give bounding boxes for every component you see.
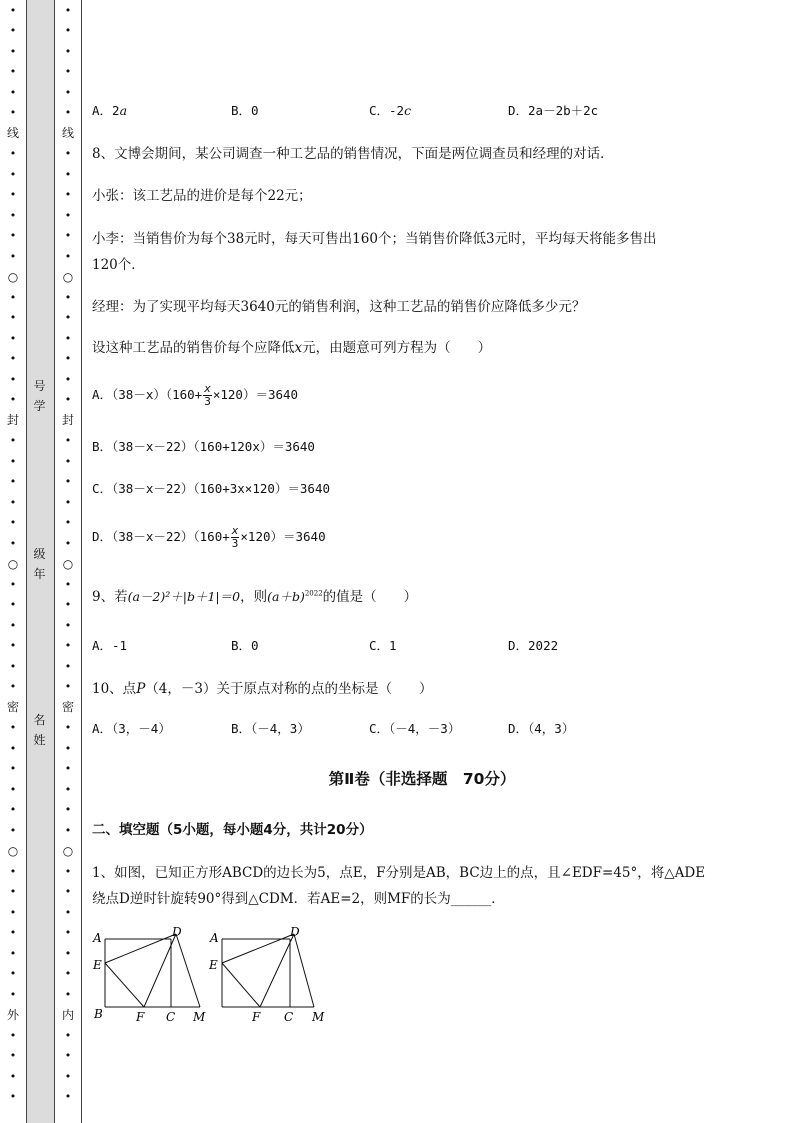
binding-dot: •: [9, 85, 17, 99]
part2-title: 第Ⅱ卷（非选择题 70分）: [328, 770, 516, 788]
q7-option-a[interactable]: A．2a: [92, 103, 128, 118]
binding-dot: •: [9, 926, 17, 940]
q7-options: [92, 101, 712, 121]
binding-dot: •: [64, 24, 72, 38]
binding-mark: 线: [61, 126, 74, 141]
binding-dot: •: [9, 208, 17, 222]
q9-stem: 9、若(a－2)²＋|b＋1|＝0，则$(a+b)^{2022}$的值是（ ）: [92, 589, 418, 605]
q8-manager: 经理：为了实现平均每天3640元的销售利润，这种工艺品的销售价应降低多少元？: [92, 299, 586, 315]
binding-dot: •: [9, 782, 17, 796]
label-student-number: 号 学: [33, 379, 46, 413]
label-grade: 级 年: [33, 547, 46, 581]
q8-stem: 8、文博会期间，某公司调查一种工艺品的销售情况，下面是两位调查员和经理的对话．: [92, 146, 614, 162]
q10-option-b[interactable]: B．（－4，3）: [231, 721, 310, 736]
binding-dot: •: [9, 147, 17, 161]
binding-dot: •: [64, 1049, 72, 1063]
binding-mark: 密: [6, 700, 19, 715]
binding-dot: •: [9, 475, 17, 489]
binding-dot: •: [64, 106, 72, 120]
binding-dot: •: [9, 639, 17, 653]
binding-dot: •: [64, 536, 72, 550]
q8-option-c[interactable]: C．（38－x－22）（160+3x×120）＝3640: [92, 481, 331, 496]
q10-option-c[interactable]: C．（－4，－3）: [369, 721, 461, 736]
label-a-right: A: [210, 931, 219, 945]
binding-dot: •: [64, 680, 72, 694]
binding-dot: •: [64, 331, 72, 345]
q10-option-d[interactable]: D．（4，3）: [508, 721, 575, 736]
binding-dot: •: [9, 721, 17, 735]
label-c-left: C: [166, 1010, 176, 1024]
binding-dot: •: [9, 352, 17, 366]
binding-dot: •: [9, 1049, 17, 1063]
binding-dot: •: [9, 311, 17, 325]
figure-left: [105, 934, 200, 1007]
binding-dot: •: [64, 188, 72, 202]
binding-inner-column: [55, 0, 82, 1123]
binding-dot: •: [64, 823, 72, 837]
binding-dot: •: [9, 741, 17, 755]
binding-dot: •: [64, 454, 72, 468]
binding-dot: •: [64, 639, 72, 653]
binding-dot: •: [9, 454, 17, 468]
binding-dot: •: [64, 1028, 72, 1042]
binding-dot: •: [64, 598, 72, 612]
binding-mark: 线: [6, 126, 19, 141]
binding-dot: •: [9, 331, 17, 345]
binding-dot: •: [9, 290, 17, 304]
label-b-left: B: [94, 1007, 103, 1021]
binding-dot: •: [64, 249, 72, 263]
binding-dot: •: [64, 618, 72, 632]
q9-options: [92, 636, 712, 656]
outer-dot-column: [0, 0, 26, 1123]
binding-dot: •: [64, 967, 72, 981]
binding-dot: •: [64, 741, 72, 755]
binding-dot: •: [64, 905, 72, 919]
q9-option-a[interactable]: A．-1: [92, 638, 128, 653]
label-a-left: A: [93, 931, 102, 945]
binding-dot: •: [9, 987, 17, 1001]
binding-dot: •: [9, 393, 17, 407]
binding-dot: •: [9, 1090, 17, 1104]
binding-mark: 外: [6, 1007, 19, 1022]
binding-dot: •: [64, 864, 72, 878]
binding-dot: •: [64, 987, 72, 1001]
binding-dot: •: [9, 864, 17, 878]
binding-dot: •: [64, 44, 72, 58]
binding-dot: •: [9, 3, 17, 17]
q9-option-c[interactable]: C．1: [369, 638, 397, 653]
binding-dot: •: [9, 823, 17, 837]
binding-dot: •: [64, 495, 72, 509]
binding-mark: 封: [6, 413, 19, 428]
q10-option-a[interactable]: A．（3，－4）: [92, 721, 171, 736]
label-name: 名 姓: [33, 713, 46, 747]
binding-outer-column: [0, 0, 26, 1123]
binding-dot: •: [64, 885, 72, 899]
binding-dot: •: [9, 946, 17, 960]
q8-option-b[interactable]: B．（38－x－22）（160+120x）＝3640: [92, 439, 315, 454]
binding-dot: •: [9, 495, 17, 509]
geometry-figures: [92, 926, 332, 1026]
binding-mark: ○: [62, 843, 74, 858]
q8-zhang: 小张：该工艺品的进价是每个22元；: [92, 188, 312, 204]
binding-dot: •: [9, 229, 17, 243]
label-d-left: D: [172, 926, 182, 939]
binding-dot: •: [64, 393, 72, 407]
binding-dot: •: [9, 188, 17, 202]
binding-dot: •: [9, 803, 17, 817]
binding-dot: •: [9, 24, 17, 38]
label-c-right: C: [284, 1010, 294, 1024]
binding-dot: •: [9, 680, 17, 694]
binding-dot: •: [64, 803, 72, 817]
binding-dot: •: [9, 762, 17, 776]
q8-option-a[interactable]: A．（38－x）（160+ $\frac{x}{3}$ ×120）＝3640: [92, 382, 299, 408]
binding-mark: ○: [62, 269, 74, 284]
binding-mark: 密: [61, 700, 74, 715]
binding-mark: ○: [7, 843, 19, 858]
binding-dot: •: [64, 516, 72, 530]
label-f-left: F: [136, 1010, 145, 1024]
q9-option-d[interactable]: D．2022: [508, 638, 559, 653]
binding-dot: •: [9, 885, 17, 899]
q8-li-line2: 120个．: [92, 257, 145, 273]
binding-dot: •: [64, 946, 72, 960]
binding-dot: •: [64, 1069, 72, 1083]
q7-option-b[interactable]: B．0: [231, 103, 259, 118]
inner-dot-column: [55, 0, 81, 1123]
binding-dot: •: [64, 229, 72, 243]
q10-options: [92, 719, 712, 739]
binding-dot: •: [9, 1069, 17, 1083]
binding-dot: •: [64, 3, 72, 17]
binding-dot: •: [64, 475, 72, 489]
label-e-right: E: [209, 958, 218, 972]
q10-stem: 10、点P（4，－3）关于原点对称的点的坐标是（ ）: [92, 681, 433, 697]
binding-dot: •: [9, 44, 17, 58]
binding-mark: 封: [61, 413, 74, 428]
binding-dot: •: [64, 311, 72, 325]
binding-dot: •: [64, 762, 72, 776]
binding-dot: •: [64, 434, 72, 448]
fill-section-title: 二、填空题（5小题，每小题4分，共计20分）: [92, 822, 373, 838]
q9-option-b[interactable]: B．0: [231, 638, 259, 653]
figure-right: [222, 934, 314, 1007]
q8-li-line1: 小李：当销售价为每个38元时，每天可售出160个；当销售价降低3元时，平均每天将能多售出: [92, 231, 657, 247]
label-m-left: M: [193, 1010, 206, 1024]
binding-dot: •: [64, 1090, 72, 1104]
binding-dot: •: [64, 721, 72, 735]
binding-mark: ○: [7, 269, 19, 284]
label-f-right: F: [252, 1010, 261, 1024]
binding-dot: •: [64, 147, 72, 161]
binding-dot: •: [9, 577, 17, 591]
label-d-right: D: [290, 926, 300, 939]
binding-dot: •: [9, 905, 17, 919]
q8-setup: 设这种工艺品的销售价每个应降低x元，由题意可列方程为（ ）: [92, 340, 492, 356]
binding-dot: •: [9, 434, 17, 448]
binding-dot: •: [9, 659, 17, 673]
binding-mark: ○: [7, 556, 19, 571]
binding-dot: •: [64, 352, 72, 366]
q7-option-d[interactable]: D．2a－2b＋2c: [508, 103, 599, 118]
binding-dot: •: [9, 598, 17, 612]
binding-dot: •: [64, 65, 72, 79]
binding-dot: •: [9, 516, 17, 530]
binding-dot: •: [64, 782, 72, 796]
binding-dot: •: [64, 659, 72, 673]
binding-dot: •: [64, 208, 72, 222]
binding-dot: •: [64, 290, 72, 304]
q7-option-c[interactable]: C．-2c: [369, 103, 412, 118]
binding-dot: •: [9, 106, 17, 120]
fill1-line1: 1、如图，已知正方形ABCD的边长为5，点E，F分别是AB，BC边上的点，且∠EDF=45°，将△ADE: [92, 865, 706, 881]
binding-dot: •: [64, 577, 72, 591]
fill1-line2: 绕点D逆时针旋转90°得到△CDM．若AE=2，则MF的长为______．: [92, 891, 505, 907]
binding-mark: 内: [61, 1007, 74, 1022]
binding-dot: •: [9, 372, 17, 386]
binding-dot: •: [64, 85, 72, 99]
binding-dot: •: [9, 967, 17, 981]
binding-dot: •: [9, 249, 17, 263]
binding-dot: •: [64, 926, 72, 940]
binding-mark: ○: [62, 556, 74, 571]
label-e-left: E: [93, 958, 102, 972]
q8-option-d[interactable]: D．（38－x－22）（160+ $\frac{x}{3}$ ×120）＝3640: [92, 524, 326, 550]
binding-dot: •: [9, 65, 17, 79]
binding-dot: •: [9, 1028, 17, 1042]
binding-dot: •: [9, 167, 17, 181]
binding-dot: •: [9, 536, 17, 550]
binding-dot: •: [9, 618, 17, 632]
binding-dot: •: [64, 167, 72, 181]
label-m-right: M: [312, 1010, 325, 1024]
binding-dot: •: [64, 372, 72, 386]
